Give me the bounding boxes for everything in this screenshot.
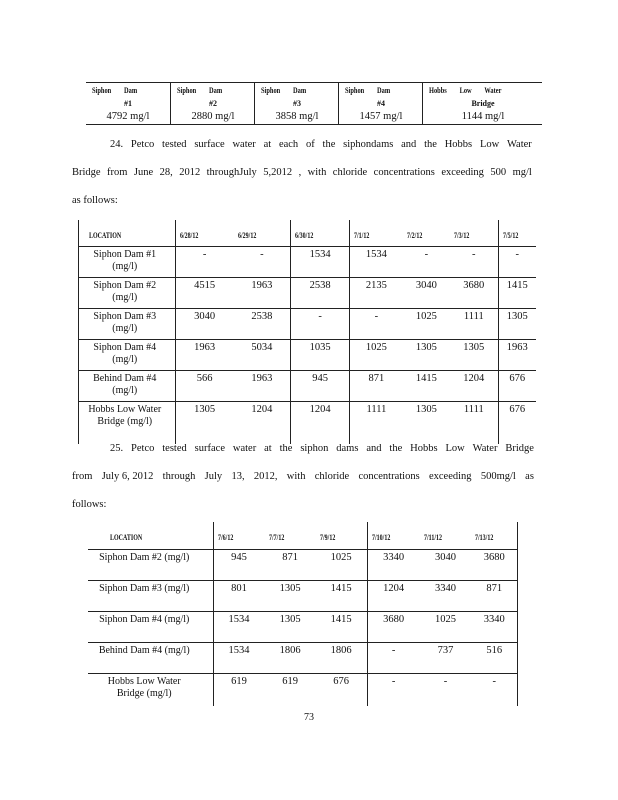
value-cell: -	[471, 674, 517, 707]
value-cell: -	[234, 247, 291, 278]
table-header-row	[79, 220, 537, 247]
value-cell: 1305	[175, 402, 234, 445]
value-cell: -	[291, 309, 350, 340]
summary-column-label: Siphon Dam	[177, 86, 223, 95]
summary-column-sublabel: #4	[377, 99, 385, 108]
paragraph-24	[72, 139, 532, 206]
page-number: 73	[304, 712, 314, 723]
paragraph-word: Petco	[130, 139, 155, 150]
value-cell: 3040	[175, 309, 234, 340]
table-row	[88, 581, 518, 612]
summary-column	[422, 83, 543, 124]
header-label: 7/10/12	[371, 533, 391, 542]
value-cell: 871	[471, 581, 517, 612]
value-cell: 5034	[234, 340, 291, 371]
value-cell: 1963	[234, 278, 291, 309]
paragraph-word: with	[286, 471, 306, 482]
value-cell: 566	[175, 371, 234, 402]
summary-column-sublabel: #3	[293, 99, 301, 108]
paragraph-word: and	[401, 139, 417, 150]
paragraph-word: chloride	[332, 167, 368, 178]
paragraph-25	[72, 443, 534, 510]
header-label: 6/30/12	[295, 231, 314, 240]
value-cell: 1111	[450, 309, 498, 340]
header-label: 7/13/12	[475, 533, 494, 542]
table-row	[79, 402, 537, 445]
summary-column-value: 1144 mg/l	[461, 111, 505, 122]
value-cell: -	[420, 674, 472, 707]
summary-column	[86, 83, 170, 124]
location-cell: Hobbs Low Water Bridge (mg/l)	[88, 674, 213, 707]
value-cell: 4515	[175, 278, 234, 309]
value-cell: 1025	[316, 550, 368, 581]
value-cell: 1111	[450, 402, 498, 445]
value-cell: 3680	[367, 612, 419, 643]
header-label: LOCATION	[89, 231, 122, 240]
paragraph-word: Water	[506, 139, 532, 150]
location-cell: Siphon Dam #4 (mg/l)	[79, 340, 176, 371]
paragraph-word: with	[307, 167, 327, 178]
table-row	[79, 278, 537, 309]
value-cell: 1415	[403, 371, 450, 402]
location-cell: Behind Dam #4 (mg/l)	[79, 371, 176, 402]
paragraph-word: from	[107, 167, 128, 178]
value-cell: -	[350, 309, 403, 340]
summary-column-value: 2880 mg/l	[191, 111, 235, 122]
summary-column	[170, 83, 255, 124]
paragraph-word: Bridge	[505, 443, 534, 454]
paragraph-word: July 6, 2012	[101, 471, 154, 482]
table-row	[79, 247, 537, 278]
value-cell: 1305	[403, 340, 450, 371]
header-label: 7/3/12	[454, 231, 470, 240]
value-cell: 1415	[498, 278, 536, 309]
paragraph-word: siphon	[300, 443, 329, 454]
location-cell: Siphon Dam #3 (mg/l)	[79, 309, 176, 340]
value-cell: 1305	[450, 340, 498, 371]
paragraph-word: 28,	[159, 167, 173, 178]
value-cell: 871	[265, 550, 316, 581]
value-cell: -	[498, 247, 536, 278]
value-cell: 1204	[234, 402, 291, 445]
paragraph-word: the	[322, 139, 336, 150]
top-summary-table	[86, 82, 542, 125]
paragraph-word: dams	[336, 443, 359, 454]
value-cell: 1806	[316, 643, 368, 674]
value-cell: 2538	[291, 278, 350, 309]
table-header-cell	[213, 522, 265, 550]
paragraph-word: siphondams	[343, 139, 394, 150]
summary-column-sublabel: Bridge	[471, 99, 495, 108]
paragraph-word: ,	[298, 167, 302, 178]
table-row	[88, 612, 518, 643]
paragraph-word: the	[389, 443, 403, 454]
header-label: LOCATION	[110, 533, 143, 542]
paragraph-word: concentrations	[358, 471, 420, 482]
location-cell: Siphon Dam #3 (mg/l)	[88, 581, 213, 612]
paragraph-word: exceeding	[441, 167, 484, 178]
value-cell: 2538	[234, 309, 291, 340]
header-label: 6/28/12	[179, 231, 198, 240]
value-cell: 1963	[175, 340, 234, 371]
location-cell: Siphon Dam #4 (mg/l)	[88, 612, 213, 643]
paragraph-word: 500	[490, 167, 507, 178]
header-label: 7/6/12	[217, 533, 233, 542]
paragraph-word: exceeding	[428, 471, 472, 482]
table-header-cell	[420, 522, 472, 550]
paragraph-word: chloride	[314, 471, 350, 482]
table-header-cell	[367, 522, 419, 550]
location-cell: Hobbs Low Water Bridge (mg/l)	[79, 402, 176, 445]
paragraph-word: through	[162, 471, 196, 482]
summary-column-label: Siphon Dam	[261, 86, 307, 95]
value-cell: 3680	[471, 550, 517, 581]
header-label: 7/11/12	[423, 533, 442, 542]
value-cell: 1204	[291, 402, 350, 445]
summary-column-label: Siphon Dam	[92, 86, 138, 95]
paragraph-word: Low	[479, 139, 500, 150]
table-header-cell	[316, 522, 368, 550]
paragraph-word: 13,	[231, 471, 245, 482]
paragraph-word: water	[232, 443, 257, 454]
value-cell: 1415	[316, 612, 368, 643]
value-cell: 1204	[450, 371, 498, 402]
value-cell: 3340	[471, 612, 517, 643]
value-cell: -	[403, 247, 450, 278]
location-cell: Siphon Dam #2 (mg/l)	[79, 278, 176, 309]
value-cell: 737	[420, 643, 472, 674]
paragraph-tail: follows:	[72, 499, 107, 510]
value-cell: 801	[213, 581, 265, 612]
header-label: 7/1/12	[354, 231, 370, 240]
paragraph-word: as	[525, 471, 534, 482]
chloride-table-july	[88, 522, 518, 706]
paragraph-word: Low	[445, 443, 465, 454]
value-cell: 1305	[265, 581, 316, 612]
paragraph-word: 5,2012	[263, 167, 293, 178]
value-cell: 1025	[403, 309, 450, 340]
chloride-table-june-july	[78, 220, 536, 444]
paragraph-word: Petco	[131, 443, 155, 454]
summary-column-sublabel: #1	[124, 99, 132, 108]
paragraph-word: surface	[194, 139, 225, 150]
paragraph-word: 500mg/l	[480, 471, 516, 482]
paragraph-word: from	[72, 471, 93, 482]
value-cell: 676	[498, 371, 536, 402]
value-cell: 1963	[498, 340, 536, 371]
paragraph-word: each	[278, 139, 299, 150]
value-cell: 1305	[498, 309, 536, 340]
paragraph-word: 2012,	[253, 471, 278, 482]
value-cell: 1305	[265, 612, 316, 643]
value-cell: 3680	[450, 278, 498, 309]
table-header-cell	[471, 522, 517, 550]
location-cell: Behind Dam #4 (mg/l)	[88, 643, 213, 674]
summary-column-label: Hobbs Low Water	[429, 86, 502, 95]
table-header-cell	[403, 220, 450, 247]
value-cell: 1415	[316, 581, 368, 612]
paragraph-word: water	[232, 139, 256, 150]
value-cell: 945	[291, 371, 350, 402]
value-cell: -	[367, 674, 419, 707]
value-cell: 1204	[367, 581, 419, 612]
value-cell: 2135	[350, 278, 403, 309]
summary-column-value: 4792 mg/l	[106, 111, 150, 122]
value-cell: 1025	[350, 340, 403, 371]
paragraph-word: and	[366, 443, 382, 454]
value-cell: 1025	[420, 612, 472, 643]
paragraph-number: 24.	[110, 139, 124, 150]
value-cell: 3040	[403, 278, 450, 309]
value-cell: 619	[213, 674, 265, 707]
summary-column-sublabel: #2	[209, 99, 217, 108]
table-header-cell	[234, 220, 291, 247]
location-cell: Siphon Dam #1 (mg/l)	[79, 247, 176, 278]
table-row	[79, 340, 537, 371]
paragraph-word: June	[133, 167, 154, 178]
table-row	[79, 371, 537, 402]
table-header-cell	[498, 220, 536, 247]
table-header-cell	[265, 522, 316, 550]
location-cell: Siphon Dam #2 (mg/l)	[88, 550, 213, 581]
table-header-cell	[291, 220, 350, 247]
table-row	[79, 309, 537, 340]
header-label: 7/2/12	[406, 231, 422, 240]
paragraph-word: the	[424, 139, 437, 150]
paragraph-word: Water	[472, 443, 498, 454]
value-cell: 1534	[213, 612, 265, 643]
paragraph-word: Bridge	[72, 167, 101, 178]
paragraph-word: at	[263, 139, 272, 150]
value-cell: 676	[498, 402, 536, 445]
header-label: 7/7/12	[268, 533, 284, 542]
paragraph-word: tested	[162, 443, 187, 454]
value-cell: 1534	[291, 247, 350, 278]
value-cell: -	[450, 247, 498, 278]
paragraph-word: concentrations	[373, 167, 435, 178]
table-row	[88, 550, 518, 581]
value-cell: 1111	[350, 402, 403, 445]
table-header-cell	[79, 220, 176, 247]
value-cell: 3340	[420, 581, 472, 612]
paragraph-word: Hobbs	[410, 443, 438, 454]
header-label: 7/5/12	[502, 231, 518, 240]
summary-column-value: 1457 mg/l	[359, 111, 403, 122]
paragraph-word: tested	[162, 139, 187, 150]
table-row	[88, 643, 518, 674]
paragraph-word: Hobbs	[444, 139, 473, 150]
table-header-cell	[88, 522, 213, 550]
paragraph-number: 25.	[110, 443, 124, 454]
value-cell: -	[367, 643, 419, 674]
paragraph-word: throughJuly	[206, 167, 257, 178]
value-cell: 3040	[420, 550, 472, 581]
paragraph-word: at	[264, 443, 272, 454]
value-cell: 1035	[291, 340, 350, 371]
value-cell: 1806	[265, 643, 316, 674]
table-header-cell	[350, 220, 403, 247]
summary-column	[254, 83, 339, 124]
value-cell: 3340	[367, 550, 419, 581]
value-cell: 619	[265, 674, 316, 707]
paragraph-word: 2012	[179, 167, 201, 178]
table-header-row	[88, 522, 518, 550]
summary-column	[338, 83, 423, 124]
value-cell: 1963	[234, 371, 291, 402]
value-cell: 1534	[213, 643, 265, 674]
value-cell: 871	[350, 371, 403, 402]
value-cell: 1534	[350, 247, 403, 278]
paragraph-word: July	[204, 471, 223, 482]
paragraph-word: surface	[194, 443, 225, 454]
paragraph-word: the	[279, 443, 293, 454]
paragraph-word: of	[305, 139, 315, 150]
paragraph-tail: as follows:	[72, 195, 118, 206]
value-cell: 1305	[403, 402, 450, 445]
value-cell: -	[175, 247, 234, 278]
value-cell: 676	[316, 674, 368, 707]
header-label: 6/29/12	[237, 231, 256, 240]
value-cell: 516	[471, 643, 517, 674]
header-label: 7/9/12	[319, 533, 335, 542]
summary-column-label: Siphon Dam	[345, 86, 391, 95]
table-header-cell	[175, 220, 234, 247]
table-row	[88, 674, 518, 707]
value-cell: 945	[213, 550, 265, 581]
table-header-cell	[450, 220, 498, 247]
summary-column-value: 3858 mg/l	[275, 111, 319, 122]
paragraph-word: mg/l	[512, 167, 532, 178]
